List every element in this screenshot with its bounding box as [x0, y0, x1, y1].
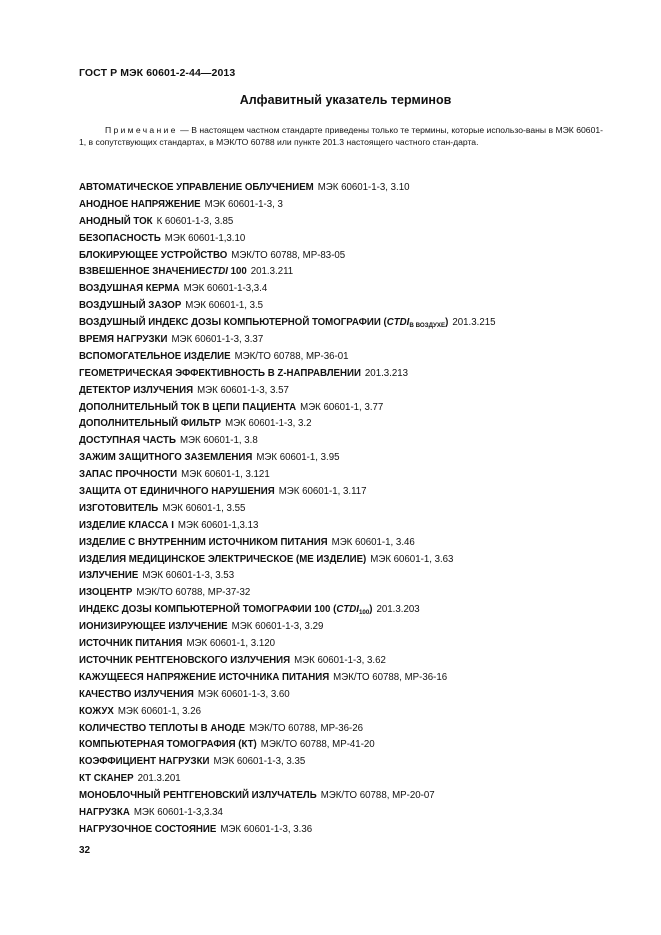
document-code: ГОСТ Р МЭК 60601-2-44—2013: [79, 67, 236, 79]
term-entry: [79, 771, 629, 788]
term-name: ИЗОЦЕНТР: [79, 587, 133, 599]
term-reference: МЭК/ТО 60788, МР-36-26: [249, 722, 364, 734]
term-reference: МЭК 60601-1-3, 3.10: [317, 182, 410, 193]
term-name: МОНОБЛОЧНЫЙ РЕНТГЕНОВСКИЙ ИЗЛУЧАТЕЛЬ: [79, 790, 317, 802]
term-entry: [79, 535, 629, 552]
term-reference: МЭК 60601-1, 3.117: [278, 486, 367, 498]
term-name: ИЗГОТОВИТЕЛЬ: [79, 502, 159, 514]
term-entry: [79, 383, 629, 400]
term-entry: [79, 180, 629, 197]
term-name: НАГРУЗОЧНОЕ СОСТОЯНИЕ: [79, 823, 217, 835]
term-entry: [79, 349, 629, 366]
term-name: КТ СКАНЕР: [79, 773, 134, 785]
term-entry: [79, 518, 629, 535]
term-name: ВОЗДУШНЫЙ ИНДЕКС ДОЗЫ КОМПЬЮТЕРНОЙ ТОМОГРАФИИ $(CTDI_{В ВОЗДУХЕ})$: [79, 317, 449, 330]
term-name: ВРЕМЯ НАГРУЗКИ: [79, 334, 168, 346]
term-entry: [79, 602, 629, 619]
term-name: ГЕОМЕТРИЧЕСКАЯ ЭФФЕКТИВНОСТЬ В Z-НАПРАВЛЕНИИ: [79, 367, 361, 379]
term-reference: МЭК/ТО 60788, МР-20-07: [320, 790, 435, 802]
note-text: — В настоящем частном стандарте приведены только те термины, которые использо-ваны в МЭК 60601-1, в сопутствующих стандартах, в МЭК/ТО 60788 или пункте 201.3 настоящего частного стан-дарта.: [79, 124, 603, 148]
term-entry: [79, 467, 629, 484]
term-name: АНОДНЫЙ ТОК: [79, 215, 153, 227]
term-name: ИНДЕКС ДОЗЫ КОМПЬЮТЕРНОЙ ТОМОГРАФИИ 100 $(CTDI_{100})$: [79, 604, 373, 617]
terms-index-list: [79, 180, 629, 839]
term-name: ЗАЩИТА ОТ ЕДИНИЧНОГО НАРУШЕНИЯ: [79, 486, 275, 498]
term-reference: МЭК/ТО 60788, МР-83-05: [231, 249, 346, 261]
term-entry: [79, 501, 629, 518]
term-reference: МЭК/ТО 60788, МР-41-20: [260, 739, 375, 751]
term-entry: [79, 619, 629, 636]
term-reference: МЭК 60601-1,3.13: [177, 519, 259, 531]
term-reference: МЭК 60601-1-3, 3.37: [171, 334, 264, 346]
term-name: БЕЗОПАСНОСТЬ: [79, 232, 161, 244]
page-title: Алфавитный указатель терминов: [239, 93, 452, 107]
term-entry: [79, 737, 629, 754]
term-name: ИСТОЧНИК РЕНТГЕНОВСКОГО ИЗЛУЧЕНИЯ: [79, 654, 291, 666]
term-name: КОЛИЧЕСТВО ТЕПЛОТЫ В АНОДЕ: [79, 722, 246, 734]
term-name: ЗАЖИМ ЗАЩИТНОГО ЗАЗЕМЛЕНИЯ: [79, 452, 253, 464]
term-entry: [79, 484, 629, 501]
term-name: ЗАПАС ПРОЧНОСТИ: [79, 469, 178, 481]
term-reference: МЭК 60601-1, 3.55: [162, 502, 246, 514]
term-entry: [79, 653, 629, 670]
term-entry: [79, 552, 629, 569]
term-reference: 201.3.211: [250, 266, 294, 278]
term-entry: [79, 298, 629, 315]
term-reference: МЭК 60601-1, 3.77: [300, 401, 384, 413]
term-reference: МЭК/ТО 60788, МР-37-32: [136, 587, 251, 599]
term-reference: МЭК 60601-1, 3.46: [331, 536, 415, 548]
term-reference: МЭК 60601-1-3,3.4: [183, 283, 268, 295]
term-reference: МЭК 60601-1,3.10: [164, 232, 246, 244]
term-entry: [79, 366, 629, 383]
term-entry: [79, 281, 629, 298]
term-entry: [79, 400, 629, 417]
term-reference: МЭК 60601-1, 3.26: [117, 705, 201, 717]
term-entry: [79, 450, 629, 467]
term-name: АНОДНОЕ НАПРЯЖЕНИЕ: [79, 198, 201, 210]
term-reference: К 60601-1-3, 3.85: [156, 215, 234, 227]
term-reference: МЭК 60601-1, 3.95: [256, 452, 340, 464]
term-name: ИЗДЕЛИЕ КЛАССА I: [79, 519, 174, 531]
term-entry: [79, 805, 629, 822]
term-entry: [79, 248, 629, 265]
term-name: ВСПОМОГАТЕЛЬНОЕ ИЗДЕЛИЕ: [79, 350, 231, 362]
term-name: ВОЗДУШНАЯ КЕРМА: [79, 283, 180, 295]
term-reference: МЭК 60601-1-3,3.34: [133, 806, 223, 818]
term-name: ДОПОЛНИТЕЛЬНЫЙ ТОК В ЦЕПИ ПАЦИЕНТА: [79, 401, 297, 413]
term-reference: МЭК/ТО 60788, МР-36-16: [333, 671, 448, 683]
term-reference: МЭК 60601-1, 3.121: [181, 469, 270, 481]
term-name: КОЭФФИЦИЕНТ НАГРУЗКИ: [79, 756, 210, 768]
term-name: ДОПОЛНИТЕЛЬНЫЙ ФИЛЬТР: [79, 418, 222, 430]
term-name: БЛОКИРУЮЩЕЕ УСТРОЙСТВО: [79, 249, 228, 261]
page-number: 32: [79, 845, 91, 856]
term-entry: [79, 704, 629, 721]
term-name: НАГРУЗКА: [79, 806, 130, 818]
term-reference: 201.3.203: [376, 604, 420, 616]
term-reference: МЭК 60601-1-3, 3.62: [294, 654, 386, 666]
term-entry: [79, 568, 629, 585]
term-name: ИЗДЕЛИЯ МЕДИЦИНСКОЕ ЭЛЕКТРИЧЕСКОЕ (МЕ ИЗДЕЛИЕ): [79, 553, 367, 565]
term-entry: [79, 231, 629, 248]
term-reference: 201.3.213: [364, 367, 409, 379]
term-reference: МЭК 60601-1, 3.63: [370, 553, 454, 565]
term-reference: МЭК 60601-1-3, 3.2: [225, 418, 312, 430]
term-entry: [79, 636, 629, 653]
term-name: АВТОМАТИЧЕСКОЕ УПРАВЛЕНИЕ ОБЛУЧЕНИЕМ: [79, 182, 314, 193]
term-entry: [79, 670, 629, 687]
term-entry: [79, 754, 629, 771]
term-name: КАЧЕСТВО ИЗЛУЧЕНИЯ: [79, 688, 194, 700]
term-entry: [79, 788, 629, 805]
note-label: Примечание: [105, 124, 178, 135]
term-name: ИЗДЕЛИЕ С ВНУТРЕННИМ ИСТОЧНИКОМ ПИТАНИЯ: [79, 536, 328, 548]
term-reference: МЭК 60601-1-3, 3.60: [197, 688, 290, 700]
term-entry: [79, 315, 629, 332]
term-reference: МЭК 60601-1, 3.8: [179, 435, 258, 447]
term-reference: 201.3.201: [137, 773, 181, 785]
term-name: КОМПЬЮТЕРНАЯ ТОМОГРАФИЯ (КТ): [79, 739, 257, 751]
term-entry: [79, 433, 629, 450]
term-name: ИОНИЗИРУЮЩЕЕ ИЗЛУЧЕНИЕ: [79, 621, 228, 633]
term-reference: МЭК 60601-1-3, 3.35: [213, 756, 306, 768]
term-name: КАЖУЩЕЕСЯ НАПРЯЖЕНИЕ ИСТОЧНИКА ПИТАНИЯ: [79, 671, 330, 683]
term-name: ДЕТЕКТОР ИЗЛУЧЕНИЯ: [79, 384, 194, 396]
term-reference: МЭК 60601-1-3, 3.36: [220, 823, 313, 835]
term-entry: [79, 822, 629, 839]
term-reference: МЭК 60601-1-3, 3.57: [197, 384, 289, 396]
term-reference: МЭК 60601-1, 3.120: [186, 638, 275, 650]
term-entry: [79, 416, 629, 433]
term-reference: МЭК 60601-1-3, 3: [204, 198, 283, 210]
term-reference: МЭК 60601-1-3, 3.29: [231, 621, 324, 633]
term-reference: МЭК 60601-1, 3.5: [185, 300, 264, 312]
note-paragraph: [79, 124, 603, 150]
term-entry: [79, 585, 629, 602]
term-entry: [79, 687, 629, 704]
term-name: ИЗЛУЧЕНИЕ: [79, 570, 139, 582]
term-entry: [79, 721, 629, 738]
term-name: ДОСТУПНАЯ ЧАСТЬ: [79, 435, 176, 447]
term-entry: [79, 197, 629, 214]
term-name: КОЖУХ: [79, 705, 114, 717]
term-reference: 201.3.215: [452, 317, 496, 329]
term-reference: МЭК 60601-1-3, 3.53: [142, 570, 235, 582]
term-entry: [79, 332, 629, 349]
term-name: ВОЗДУШНЫЙ ЗАЗОР: [79, 300, 182, 312]
term-reference: МЭК/ТО 60788, МР-36-01: [234, 350, 349, 362]
term-entry: [79, 214, 629, 231]
term-name: ВЗВЕШЕННОЕ ЗНАЧЕНИЕCTDI 100: [79, 266, 247, 278]
term-name: ИСТОЧНИК ПИТАНИЯ: [79, 638, 183, 650]
term-entry: [79, 264, 629, 281]
